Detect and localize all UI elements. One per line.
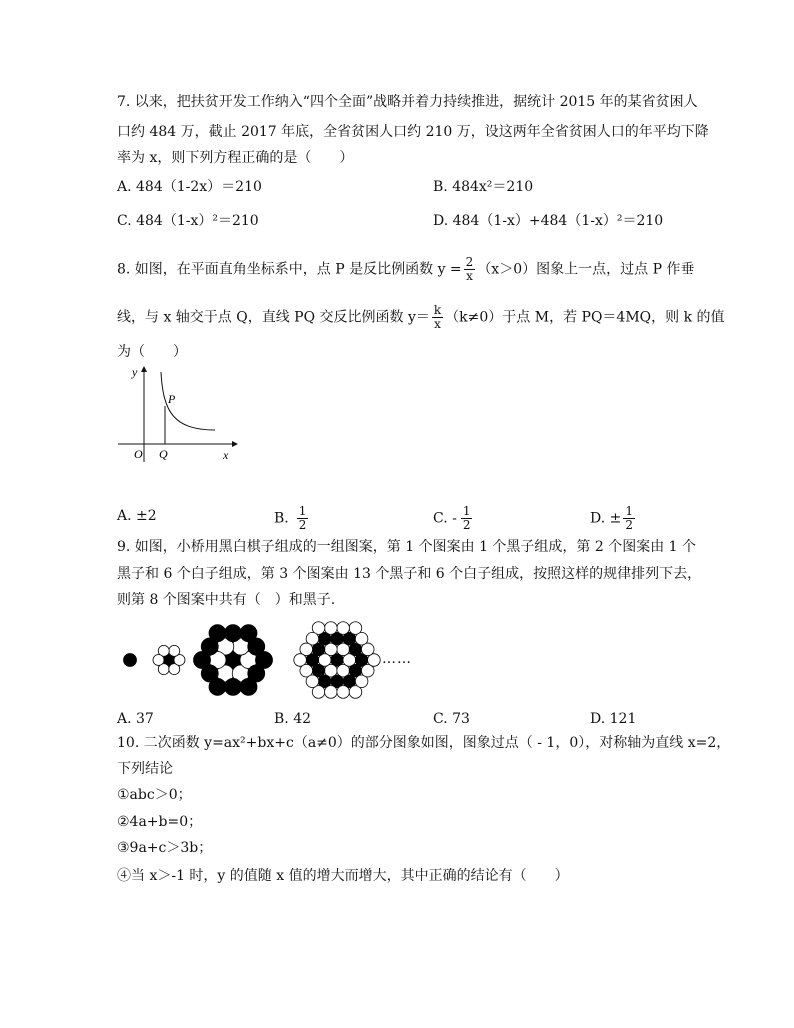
q8-text-line2: [117, 304, 725, 331]
stone-pattern4-white-stone: [337, 686, 350, 699]
q8-coordinate-graph: [110, 362, 240, 467]
half-num: 1: [298, 504, 307, 518]
q8-line2-part1: 线，与 x 轴交于点 Q，直线 PQ 交反比例函数 y＝: [117, 309, 430, 326]
stone-pattern1-black-stone: [124, 654, 137, 667]
stone-pattern4-white-stone: [337, 622, 350, 635]
q8-option-d-half: [623, 505, 635, 532]
q9-option-c[interactable]: C. 73: [433, 711, 470, 727]
stone-pattern2-white-stone: [169, 645, 180, 656]
q9-stone-patterns: [112, 614, 412, 704]
q9-ellipsis: ……: [382, 651, 412, 667]
q7-text-line2: 口约 484 万，截止 2017 年底，全省贫困人口约 210 万，设这两年全省贫困人口的年平均下降: [117, 124, 709, 140]
q7-option-a[interactable]: A. 484（1-2x）＝210: [117, 179, 262, 195]
q7-option-d[interactable]: D. 484（1-x）+484（1-x）²＝210: [433, 213, 664, 229]
graph-label-p: P: [168, 392, 176, 406]
q10-conclusion-4: ④当 x＞-1 时，y 的值随 x 值的增大而增大，其中正确的结论有（ ）: [117, 868, 569, 884]
q10-conclusion-2: ②4a+b=0；: [117, 814, 203, 830]
q8-option-d-prefix: D. ±: [590, 510, 622, 527]
half-den: 2: [625, 518, 633, 532]
q8-frac2-num: k: [433, 303, 442, 317]
graph-label-o: O: [134, 447, 143, 461]
q8-fraction-2-over-x: [464, 256, 476, 283]
q9-text-line2: 黑子和 6 个白子组成，第 3 个图案由 13 个黑子和 6 个白子组成，按照这样的规律排列下去，: [117, 566, 702, 582]
stone-pattern4-white-stone: [325, 622, 338, 635]
q8-option-a[interactable]: A. ±2: [117, 508, 157, 524]
q10-text-line2: 下列结论: [117, 761, 173, 777]
graph-label-q: Q: [159, 447, 168, 461]
q7-option-c[interactable]: C. 484（1-x）²＝210: [117, 213, 259, 229]
q9-text-line3: 则第 8 个图案中共有（ ）和黑子.: [117, 592, 336, 608]
stone-pattern3-black-stone: [240, 625, 257, 642]
q8-option-c-half: [461, 505, 473, 532]
q9-option-b[interactable]: B. 42: [274, 711, 312, 727]
q8-line1-part2: （x＞0）图象上一点，过点 P 作垂: [477, 261, 695, 278]
q10-text-line1: 10. 二次函数 y=ax²+bx+c（a≠0）的部分图象如图，图象过点（ - 1，0），对称轴为直线 x=2，: [117, 735, 731, 751]
q8-line1-part1: 8. 如图，在平面直角坐标系中，点 P 是反比例函数 y =: [117, 261, 462, 278]
q7-option-b[interactable]: B. 484x²＝210: [433, 179, 534, 195]
stone-pattern4-white-stone: [325, 686, 338, 699]
q8-option-c[interactable]: [433, 505, 474, 532]
graph-label-x: x: [223, 448, 229, 462]
q7-text-line1: 7. 以来，把扶贫开发工作纳入“四个全面”战略并着力持续推进，据统计 2015 年的某省贫困人: [117, 94, 698, 110]
q9-option-d[interactable]: D. 121: [590, 711, 637, 727]
half-num: 1: [462, 504, 471, 518]
q7-text-line3: 率为 x，则下列方程正确的是（ ）: [117, 150, 354, 166]
stone-pattern4-white-stone: [349, 622, 362, 635]
x-axis-arrow-icon: [232, 441, 238, 447]
stone-pattern3-black-stone: [225, 625, 242, 642]
q8-line2-part2: （k≠0）于点 M，若 PQ＝4MQ，则 k 的值: [445, 309, 725, 326]
q8-text-line1: [117, 256, 694, 283]
half-den: 2: [298, 518, 307, 532]
half-num: 1: [625, 504, 633, 518]
stone-pattern4-white-stone: [306, 675, 319, 688]
q8-frac1-den: x: [466, 269, 473, 283]
q10-conclusion-3: ③9a+c＞3b；: [117, 840, 213, 856]
stone-pattern2-white-stone: [153, 655, 164, 666]
q8-fraction-k-over-x: [432, 304, 443, 331]
q8-text-line3: 为（ ）: [117, 344, 187, 360]
q8-option-b[interactable]: [274, 505, 310, 532]
stone-pattern3-black-stone: [225, 678, 242, 695]
q8-frac2-den: x: [434, 317, 441, 331]
y-axis-arrow-icon: [141, 366, 147, 372]
half-den: 2: [462, 518, 471, 532]
q10-conclusion-1: ①abc＞0；: [117, 787, 192, 803]
graph-label-y: y: [132, 365, 138, 379]
q8-option-d[interactable]: [590, 505, 637, 532]
q9-option-a[interactable]: A. 37: [117, 711, 154, 727]
q8-option-b-prefix: B.: [274, 510, 289, 527]
q9-text-line1: 9. 如图，小桥用黑白棋子组成的一组图案，第 1 个图案由 1 个黑子组成，第 2 个图案由 1 个: [117, 539, 697, 555]
q8-frac1-num: 2: [465, 255, 474, 269]
q8-option-b-half: [297, 505, 309, 532]
stone-pattern3-black-stone: [201, 665, 218, 682]
q8-option-c-prefix: C. -: [433, 510, 457, 527]
